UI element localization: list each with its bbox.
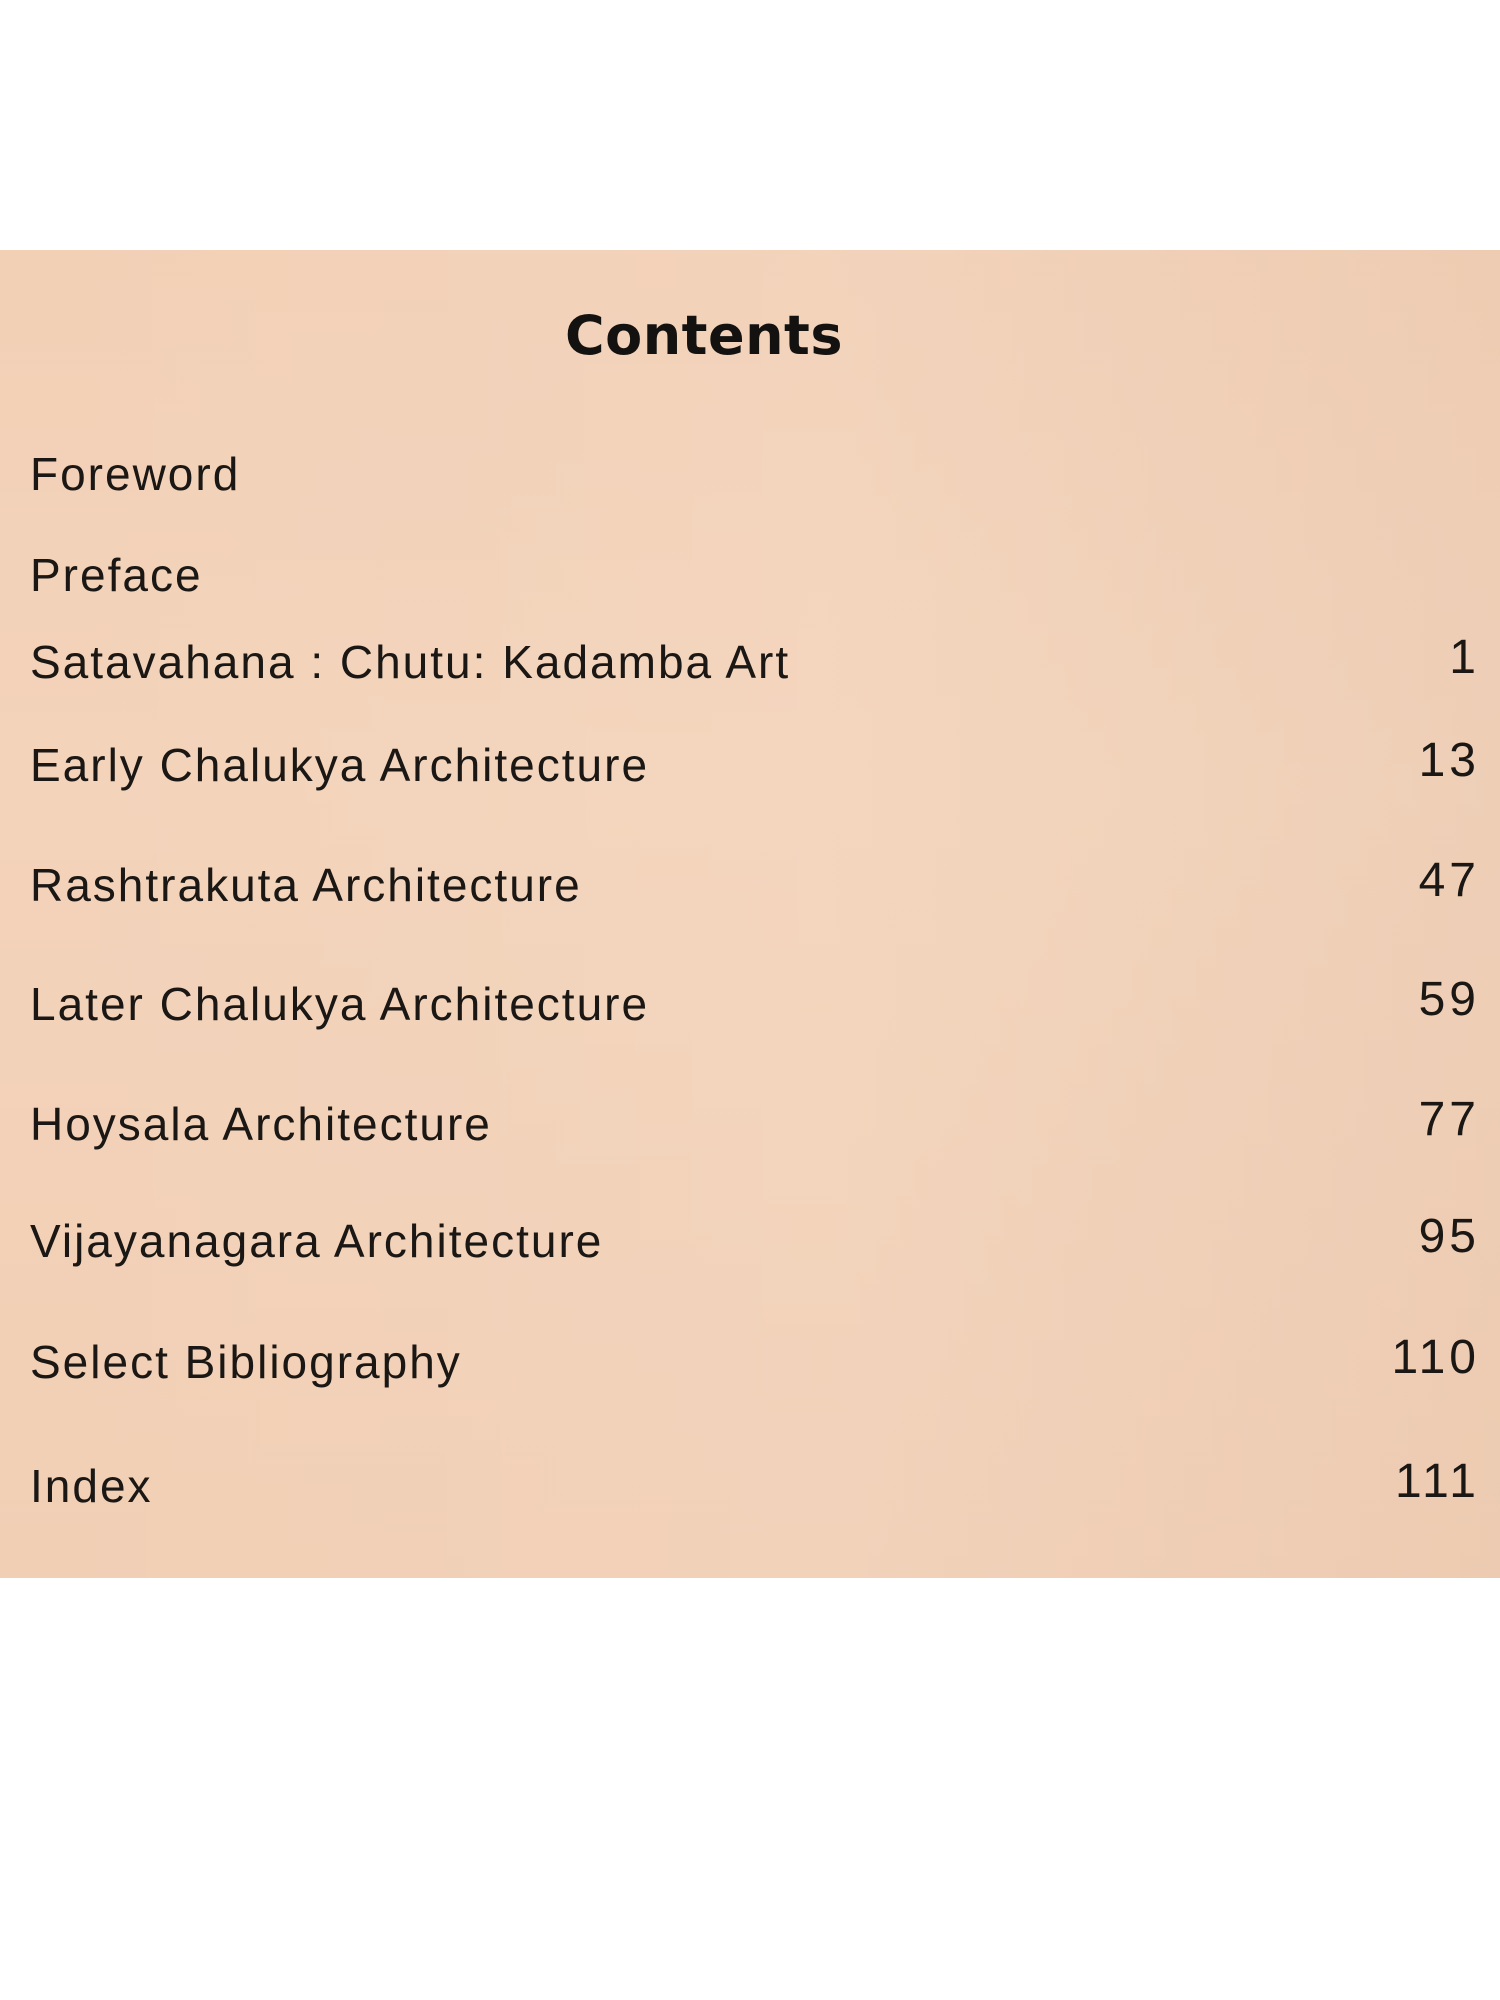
toc-entry-title: Early Chalukya Architecture: [30, 739, 650, 791]
toc-entry-page-number: 111: [1395, 1455, 1480, 1508]
toc-entry-title: Foreword: [30, 448, 241, 500]
toc-entry-title: Rashtrakuta Architecture: [30, 859, 582, 911]
toc-entry-satavahana: [30, 633, 1480, 703]
toc-entry-preface: [30, 546, 1480, 616]
toc-entry-title: Hoysala Architecture: [30, 1098, 492, 1150]
toc-entry-foreword: [30, 445, 1480, 515]
toc-entry-page-number: 47: [1418, 854, 1480, 907]
page-title: Contents: [564, 304, 843, 368]
toc-entry-page-number: 95: [1418, 1210, 1480, 1263]
toc-entry-page-number: 1: [1449, 631, 1480, 684]
toc-entry-early-chalukya: [30, 736, 1480, 806]
contents-page: [0, 250, 1500, 1578]
toc-entry-page-number: 59: [1418, 973, 1480, 1026]
toc-entry-title: Index: [30, 1460, 153, 1512]
toc-entry-hoysala: [30, 1095, 1480, 1165]
toc-entry-page-number: 110: [1391, 1331, 1480, 1384]
toc-entry-page-number: 13: [1418, 734, 1480, 787]
toc-entry-title: Select Bibliography: [30, 1336, 462, 1388]
toc-entry-rashtrakuta: [30, 856, 1480, 926]
toc-entry-index: [30, 1457, 1480, 1527]
toc-entry-title: Vijayanagara Architecture: [30, 1215, 604, 1267]
toc-entry-vijayanagara: [30, 1212, 1480, 1282]
toc-entry-title: Preface: [30, 549, 203, 601]
toc-entry-select-bibliography: [30, 1333, 1480, 1403]
toc-entry-title: Satavahana : Chutu: Kadamba Art: [30, 636, 791, 688]
toc-entry-title: Later Chalukya Architecture: [30, 978, 650, 1030]
toc-entry-later-chalukya: [30, 975, 1480, 1045]
toc-entry-page-number: 77: [1418, 1093, 1480, 1146]
